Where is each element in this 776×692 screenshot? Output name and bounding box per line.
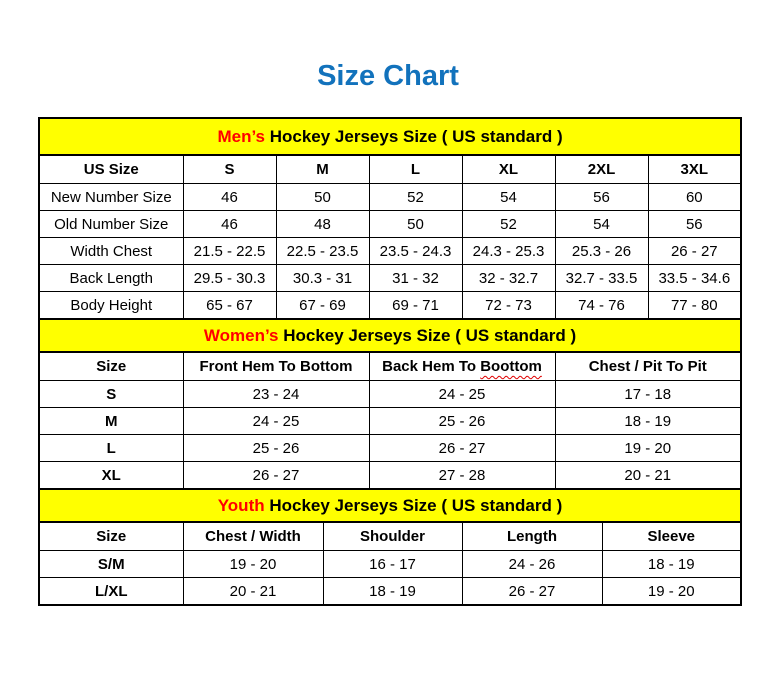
value-cell: 46 (183, 211, 276, 238)
value-cell: 20 - 21 (183, 578, 323, 606)
size-tables-container (38, 117, 740, 606)
table-row-women-m (39, 408, 741, 435)
value-cell: 48 (276, 211, 369, 238)
womens-size-table (38, 318, 742, 490)
table-row-back-length (39, 265, 741, 292)
value-cell: 26 - 27 (183, 462, 369, 490)
mens-section-title (39, 118, 741, 155)
column-header-front-hem: Front Hem To Bottom (183, 352, 369, 381)
column-header-chest-width: Chest / Width (183, 522, 323, 551)
column-header-l: L (369, 155, 462, 184)
mens-size-table (38, 117, 742, 320)
column-header-size: Size (39, 522, 183, 551)
table-row-old-number-size (39, 211, 741, 238)
youth-section-title-red: Youth (217, 495, 265, 515)
mens-section-header-row (39, 118, 741, 155)
row-label-cell: New Number Size (39, 184, 183, 211)
value-cell: 52 (462, 211, 555, 238)
value-cell: 50 (276, 184, 369, 211)
mens-section-title-red: Men’s (217, 126, 265, 146)
value-cell: 29.5 - 30.3 (183, 265, 276, 292)
row-label-cell: Back Length (39, 265, 183, 292)
column-header-m: M (276, 155, 369, 184)
value-cell: 26 - 27 (462, 578, 602, 606)
womens-section-title-red: Women’s (203, 325, 279, 345)
column-header-shoulder: Shoulder (323, 522, 462, 551)
value-cell: 24.3 - 25.3 (462, 238, 555, 265)
value-cell: 18 - 19 (323, 578, 462, 606)
table-row-body-height (39, 292, 741, 320)
value-cell: 60 (648, 184, 741, 211)
value-cell: 50 (369, 211, 462, 238)
table-row-women-l (39, 435, 741, 462)
value-cell: 20 - 21 (555, 462, 741, 490)
value-cell: 77 - 80 (648, 292, 741, 320)
value-cell: 22.5 - 23.5 (276, 238, 369, 265)
row-label-cell: S/M (39, 551, 183, 578)
youth-header-row (39, 522, 741, 551)
table-row-new-number-size (39, 184, 741, 211)
back-hem-label-typo: Boottom (480, 358, 542, 375)
column-header-chest-pit: Chest / Pit To Pit (555, 352, 741, 381)
back-hem-label-prefix: Back Hem To (382, 358, 481, 375)
column-header-2xl: 2XL (555, 155, 648, 184)
column-header-us-size: US Size (39, 155, 183, 184)
youth-section-title (39, 489, 741, 522)
youth-section-header-row (39, 489, 741, 522)
value-cell: 69 - 71 (369, 292, 462, 320)
row-label-cell: M (39, 408, 183, 435)
value-cell: 46 (183, 184, 276, 211)
womens-section-title (39, 319, 741, 352)
value-cell: 24 - 26 (462, 551, 602, 578)
youth-size-table (38, 488, 742, 606)
value-cell: 19 - 20 (183, 551, 323, 578)
womens-section-header-row (39, 319, 741, 352)
row-label-cell: Body Height (39, 292, 183, 320)
value-cell: 74 - 76 (555, 292, 648, 320)
value-cell: 24 - 25 (183, 408, 369, 435)
column-header-sleeve: Sleeve (602, 522, 741, 551)
value-cell: 33.5 - 34.6 (648, 265, 741, 292)
mens-section-title-rest: Hockey Jerseys Size ( US standard ) (265, 126, 563, 146)
value-cell: 30.3 - 31 (276, 265, 369, 292)
value-cell: 54 (555, 211, 648, 238)
column-header-back-hem (369, 352, 555, 381)
value-cell: 21.5 - 22.5 (183, 238, 276, 265)
value-cell: 56 (648, 211, 741, 238)
value-cell: 52 (369, 184, 462, 211)
value-cell: 25 - 26 (369, 408, 555, 435)
row-label-cell: Old Number Size (39, 211, 183, 238)
row-label-cell: L (39, 435, 183, 462)
page-title: Size Chart (317, 60, 459, 92)
womens-section-title-rest: Hockey Jerseys Size ( US standard ) (278, 325, 577, 345)
value-cell: 54 (462, 184, 555, 211)
value-cell: 32 - 32.7 (462, 265, 555, 292)
column-header-3xl: 3XL (648, 155, 741, 184)
value-cell: 31 - 32 (369, 265, 462, 292)
column-header-xl: XL (462, 155, 555, 184)
value-cell: 23.5 - 24.3 (369, 238, 462, 265)
value-cell: 19 - 20 (602, 578, 741, 606)
value-cell: 26 - 27 (369, 435, 555, 462)
mens-header-row (39, 155, 741, 184)
value-cell: 25 - 26 (183, 435, 369, 462)
value-cell: 25.3 - 26 (555, 238, 648, 265)
value-cell: 72 - 73 (462, 292, 555, 320)
table-row-youth-lxl (39, 578, 741, 606)
table-row-width-chest (39, 238, 741, 265)
value-cell: 65 - 67 (183, 292, 276, 320)
column-header-size: Size (39, 352, 183, 381)
value-cell: 32.7 - 33.5 (555, 265, 648, 292)
value-cell: 19 - 20 (555, 435, 741, 462)
value-cell: 56 (555, 184, 648, 211)
row-label-cell: XL (39, 462, 183, 490)
value-cell: 16 - 17 (323, 551, 462, 578)
row-label-cell: Width Chest (39, 238, 183, 265)
column-header-s: S (183, 155, 276, 184)
youth-section-title-rest: Hockey Jerseys Size ( US standard ) (264, 495, 563, 515)
row-label-cell: S (39, 381, 183, 408)
table-row-women-s (39, 381, 741, 408)
value-cell: 24 - 25 (369, 381, 555, 408)
value-cell: 67 - 69 (276, 292, 369, 320)
womens-header-row (39, 352, 741, 381)
table-row-women-xl (39, 462, 741, 490)
value-cell: 23 - 24 (183, 381, 369, 408)
table-row-youth-sm (39, 551, 741, 578)
value-cell: 18 - 19 (602, 551, 741, 578)
value-cell: 26 - 27 (648, 238, 741, 265)
value-cell: 18 - 19 (555, 408, 741, 435)
column-header-length: Length (462, 522, 602, 551)
value-cell: 17 - 18 (555, 381, 741, 408)
value-cell: 27 - 28 (369, 462, 555, 490)
row-label-cell: L/XL (39, 578, 183, 606)
